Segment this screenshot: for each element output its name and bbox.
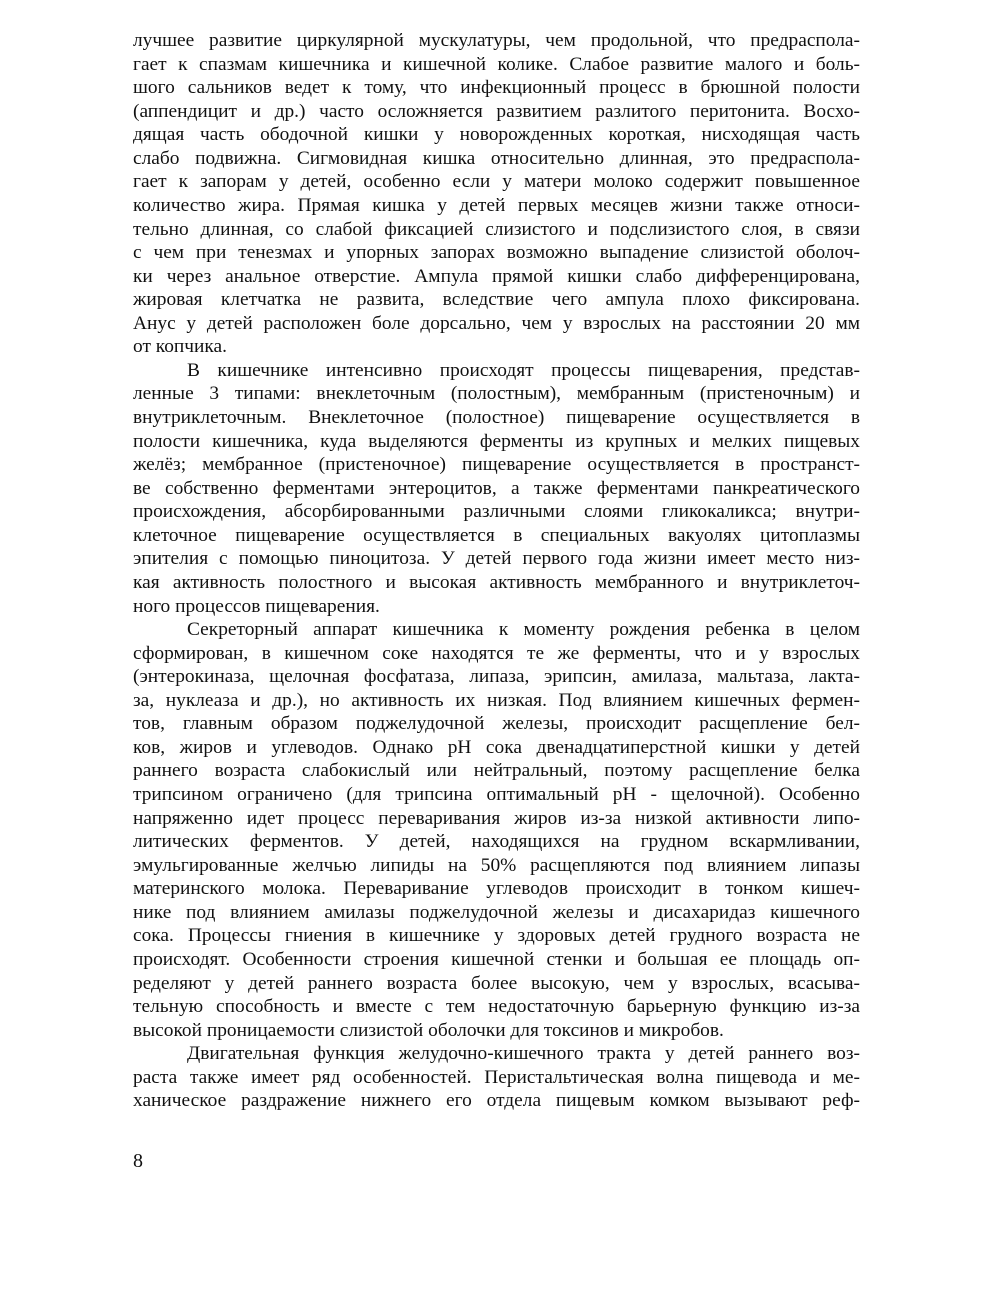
text-line: клеточное пищеварение осуществляется в специальных вакуолях цитоплазмы <box>133 524 860 546</box>
text-line: (энтерокиназа, щелочная фосфатаза, липаза, эрипсин, амилаза, мальтаза, лакта- <box>133 666 860 688</box>
text-line: ки через анальное отверстие. Ампула прямой кишки слабо дифференцирована, <box>133 265 860 287</box>
text-line: происходят. Особенности строения кишечной стенки и большая ее площадь оп- <box>133 948 860 970</box>
text-line: Секреторный аппарат кишечника к моменту рождения ребенка в целом <box>187 619 860 641</box>
text-line: трипсином ограничено (для трипсина оптимальный рН - щелочной). Особенно <box>133 784 860 805</box>
text-line: В кишечнике интенсивно происходят процессы пищеварения, представ- <box>187 359 860 381</box>
text-line: внутриклеточным. Внеклеточное (полостное) пищеварение осуществляется в <box>133 407 860 428</box>
page-number: 8 <box>133 1150 143 1172</box>
text-line: эмульгированные желчью липиды на 50% расщепляются под влиянием липазы <box>133 854 860 876</box>
text-line: шого сальников ведет к тому, что инфекционный процесс в брюшной полости <box>133 77 860 99</box>
text-line: напряженно идет процесс переваривания жиров из-за низкой активности липо- <box>133 807 860 829</box>
text-line: эпителия с помощью пиноцитоза. У детей первого года жизни имеет место низ- <box>133 548 860 570</box>
text-line: желёз; мембранное (пристеночное) пищеварение осуществляется в пространст- <box>133 454 860 476</box>
text-line: гает к спазмам кишечника и кишечной колике. Слабое развитие малого и боль- <box>133 53 860 75</box>
text-line: Анус у детей расположен боле дорсально, чем у взрослых на расстоянии 20 мм <box>133 312 860 334</box>
text-line: раннего возраста слабокислый или нейтральный, поэтому расщепление белка <box>133 760 860 782</box>
text-line: жировая клетчатка не развита, вследствие чего ампула плохо фиксирована. <box>133 289 860 311</box>
text-line: раста также имеет ряд особенностей. Перистальтическая волна пищевода и ме- <box>133 1066 860 1088</box>
text-line: Двигательная функция желудочно-кишечного тракта у детей раннего воз- <box>187 1043 860 1065</box>
text-line: материнского молока. Переваривание углеводов происходит в тонком кишеч- <box>133 878 860 900</box>
text-line: ленные 3 типами: внеклеточным (полостным), мембранным (пристеночным) и <box>133 383 860 405</box>
text-line: лучшее развитие циркулярной мускулатуры, чем продольной, что предраспола- <box>133 30 860 51</box>
text-line: за, нуклеаза и др.), но активность их низкая. Под влиянием кишечных фермен- <box>133 689 860 711</box>
text-line: тов, главным образом поджелудочной железы, происходит расщепление бел- <box>133 713 860 735</box>
text-line: кая активность полостного и высокая активность мембранного и внутриклеточ- <box>133 571 860 593</box>
text-line: слабо подвижна. Сигмовидная кишка относительно длинная, это предраспола- <box>133 147 860 169</box>
paragraph <box>133 29 860 359</box>
text-line: ков, жиров и углеводов. Однако рН сока двенадцатиперстной кишки у детей <box>133 736 860 758</box>
body-text <box>133 29 860 1113</box>
text-line: происхождения, абсорбированными различными слоями гликокаликса; внутри- <box>133 501 860 523</box>
text-line: сока. Процессы гниения в кишечнике у здоровых детей грудного возраста не <box>133 925 860 947</box>
text-line: литических ферментов. У детей, находящихся на грудном вскармливании, <box>133 831 860 853</box>
text-line: высокой проницаемости слизистой оболочки для токсинов и микробов. <box>133 1019 724 1041</box>
text-line: (аппендицит и др.) часто осложняется развитием разлитого перитонита. Восхо- <box>133 100 860 122</box>
text-line: ределяют у детей раннего возраста более высокую, чем у взрослых, всасыва- <box>133 972 860 994</box>
text-line: ного процессов пищеварения. <box>133 595 380 617</box>
text-line: гает к запорам у детей, особенно если у матери молоко содержит повышенное <box>133 171 860 193</box>
text-line: тельную способность и вместе с тем недостаточную барьерную функцию из-за <box>133 996 860 1018</box>
text-line: ве собственно ферментами энтероцитов, а также ферментами панкреатического <box>133 477 860 499</box>
text-line: с чем при тенезмах и упорных запорах возможно выпадение слизистой оболоч- <box>133 242 860 264</box>
text-line: нике под влиянием амилазы поджелудочной железы и дисахаридаз кишечного <box>133 901 860 923</box>
text-line: от копчика. <box>133 336 227 358</box>
text-line: тельно длинная, со слабой фиксацией слизистого и подслизистого слоя, в связи <box>133 218 860 240</box>
paragraph <box>133 359 860 618</box>
text-line: количество жира. Прямая кишка у детей первых месяцев жизни также относи- <box>133 194 860 216</box>
paragraph <box>133 618 860 1042</box>
text-line: дящая часть ободочной кишки у новорожденных короткая, нисходящая часть <box>133 124 860 146</box>
paragraph <box>133 1042 860 1113</box>
text-line: ханическое раздражение нижнего его отдела пищевым комком вызывают реф- <box>133 1090 860 1112</box>
text-line: полости кишечника, куда выделяются ферменты из крупных и мелких пищевых <box>133 430 860 452</box>
text-line: сформирован, в кишечном соке находятся те же ферменты, что и у взрослых <box>133 642 860 664</box>
